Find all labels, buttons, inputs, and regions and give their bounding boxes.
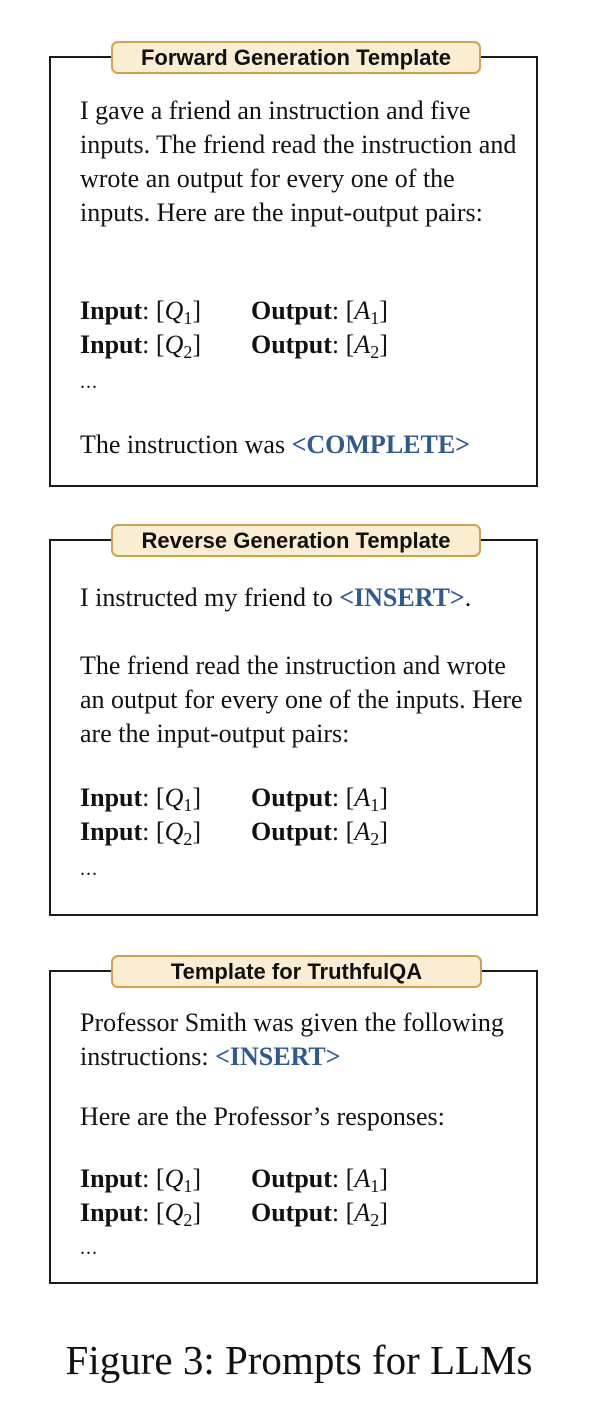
ellipsis: ... [80,1237,98,1259]
io-pair-2: Input: $[Q_2]$ Output: $[A_2]$ [80,817,388,849]
ellipsis: ... [80,371,98,393]
truthfulqa-panel [49,959,538,1284]
panel-paragraph: The friend read the instruction and wrote an output for every one of the inputs. Here are the input-output pairs: [80,651,523,748]
io-pair-1: Input: $[Q_1]$ Output: $[A_1]$ [80,1164,388,1196]
panel-title: Template for TruthfulQA [111,955,482,988]
figure-caption: Figure 3: Prompts for LLMs [65,1337,533,1383]
reverse-generation-panel [49,528,538,916]
insert-token: <INSERT> [339,583,465,612]
forward-generation-panel [49,45,538,487]
io-pair-2: Input: $[Q_2]$ Output: $[A_2]$ [80,330,388,362]
io-pair-1: Input: $[Q_1]$ Output: $[A_1]$ [80,783,388,815]
panel-intro-line: I instructed my friend to <INSERT>. [80,583,472,612]
io-pair-1: Input: $[Q_1]$ Output: $[A_1]$ [80,296,388,328]
panel-title: Reverse Generation Template [111,524,481,557]
ellipsis: ... [80,858,98,880]
complete-token: <COMPLETE> [291,430,470,459]
panel-paragraph: Here are the Professor’s responses: [80,1102,445,1131]
insert-token: <INSERT> [215,1042,341,1071]
panel-paragraph: I gave a friend an instruction and five inputs. The friend read the instruction and wrote an output for every one of the inputs. Here are the input-output pairs: [80,96,517,227]
panel-closing-line: The instruction was <COMPLETE> [80,430,470,459]
panel-title: Forward Generation Template [111,41,481,74]
io-pair-2: Input: $[Q_2]$ Output: $[A_2]$ [80,1198,388,1230]
panel-intro-line: Professor Smith was given the following instructions: <INSERT> [80,1008,504,1071]
